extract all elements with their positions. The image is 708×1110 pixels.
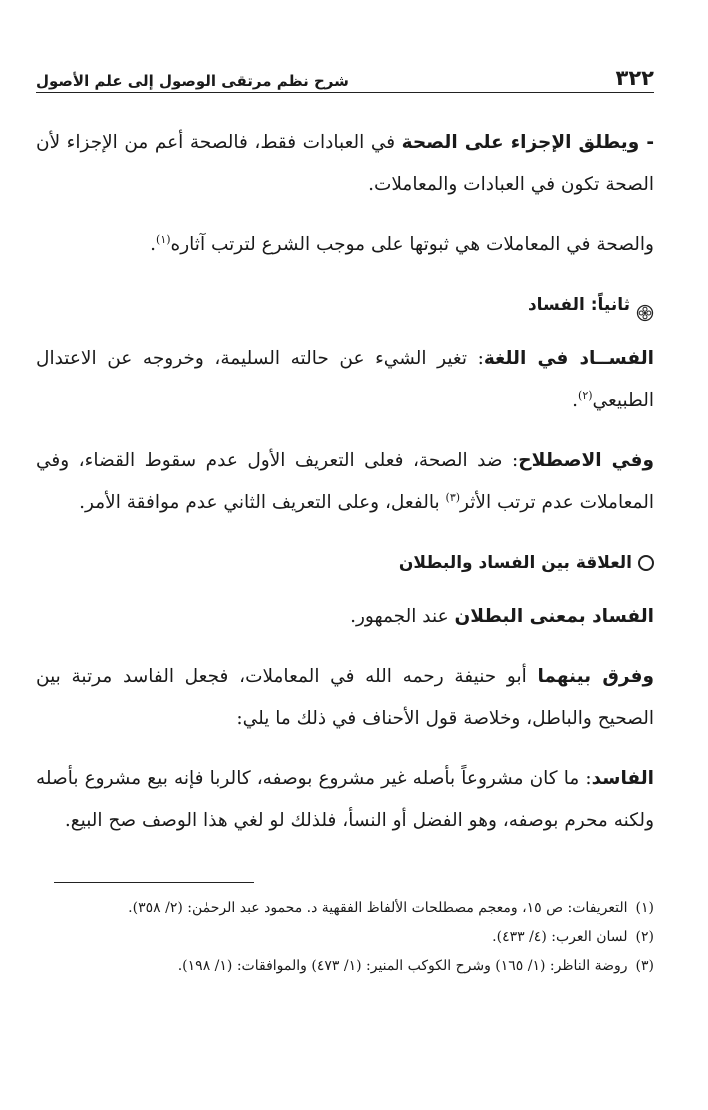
paragraph-text: : ما كان مشروعاً بأصله غير مشروع بوصفه، كالربا فإنه بيع مشروع بأصله ولكنه محرم بوصفه، وهو الفضل أو النسأ، فلذلك لو لغي هذا الوصف صح البيع. xyxy=(36,768,654,831)
running-title: شرح نظم مرتقى الوصول إلى علم الأصول xyxy=(36,72,349,90)
paragraph-lead: الفاسد xyxy=(591,768,654,789)
paragraph-lead: وفي الاصطلاح xyxy=(518,450,655,471)
paragraph-fasad-istilah xyxy=(36,440,654,524)
flower-icon xyxy=(636,296,654,314)
paragraph-text: بالفعل، وعلى التعريف الثاني عدم موافقة الأمر. xyxy=(79,492,446,513)
circle-icon xyxy=(638,555,654,571)
footnote xyxy=(36,952,654,981)
section-heading-fasad xyxy=(36,284,654,326)
paragraph-lead: وفرق بينهما xyxy=(537,666,655,687)
footnote-rule xyxy=(54,882,254,883)
footnote xyxy=(36,894,654,923)
paragraph-lead: الفساد بمعنى البطلان xyxy=(454,606,654,627)
footnote xyxy=(36,923,654,952)
paragraph-abu-hanifa xyxy=(36,656,654,740)
section-heading-relation xyxy=(36,542,654,584)
paragraph-text: أبو حنيفة رحمه الله في المعاملات، فجعل الفاسد مرتبة بين الصحيح والباطل، وخلاصة قول الأحناف في ذلك ما يلي: xyxy=(36,666,654,729)
paragraph-text: عند الجمهور. xyxy=(350,606,455,627)
paragraph-jumhur xyxy=(36,596,654,638)
paragraph-text: : تغير الشيء عن حالته السليمة، وخروجه عن الاعتدال الطبيعي xyxy=(36,348,654,411)
section-title: ثانياً: الفساد xyxy=(527,295,630,315)
page-header xyxy=(36,58,654,90)
footnote-ref: (٢) xyxy=(578,388,593,402)
paragraph-text: في العبادات فقط، فالصحة أعم من الإجزاء لأن الصحة تكون في العبادات والمعاملات. xyxy=(36,132,654,195)
footnote-ref: (١) xyxy=(156,232,171,246)
paragraph-ijza xyxy=(36,122,654,206)
paragraph-fasad-lugha xyxy=(36,338,654,422)
footnotes xyxy=(36,894,654,981)
paragraph-text: والصحة في المعاملات هي ثبوتها على موجب الشرع لترتب آثاره xyxy=(170,234,654,255)
footnote-text: لسان العرب: (٤/ ٤٣٣). xyxy=(492,929,628,945)
main-text xyxy=(36,122,654,860)
paragraph-lead: الفســاد في اللغة xyxy=(483,348,654,369)
footnote-text: التعريفات: ص ١٥، ومعجم مصطلحات الألفاظ الفقهية د. محمود عبد الرحمٰن: (٢/ ٣٥٨). xyxy=(128,900,628,916)
footnote-number: (١) xyxy=(635,900,654,916)
paragraph-text: : ضد الصحة، فعلى التعريف الأول عدم سقوط القضاء، وفي المعاملات عدم ترتب الأثر xyxy=(36,450,654,513)
footnote-number: (٣) xyxy=(635,958,654,974)
paragraph-sihha-muamalat xyxy=(36,224,654,266)
page-number: ٣٢٢ xyxy=(615,66,654,90)
section-title: العلاقة بين الفساد والبطلان xyxy=(398,553,632,573)
punctuation: . xyxy=(572,390,579,411)
footnote-ref: (٣) xyxy=(445,490,461,504)
paragraph-lead: - ويطلق الإجزاء على الصحة xyxy=(401,132,654,153)
header-rule xyxy=(36,92,654,93)
punctuation: . xyxy=(150,234,157,255)
paragraph-fasid-definition xyxy=(36,758,654,842)
footnote-number: (٢) xyxy=(635,929,654,945)
footnote-text: روضة الناظر: (١/ ١٦٥) وشرح الكوكب المنير: (١/ ٤٧٣) والموافقات: (١/ ١٩٨). xyxy=(177,958,628,974)
